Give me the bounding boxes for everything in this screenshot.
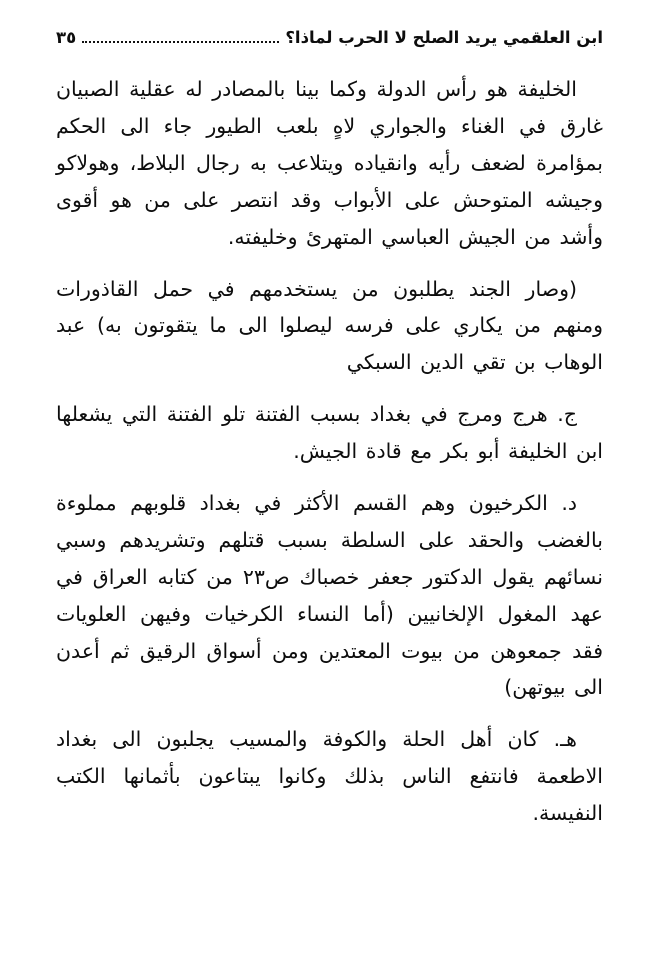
page-body bbox=[56, 71, 603, 832]
dotted-leader bbox=[82, 41, 279, 43]
paragraph-4: د. الكرخيون وهم القسم الأكثر في بغداد قلوبهم مملوءة بالغضب والحقد على السلطة بسبب قتلهم وتشريدهم وسبي نسائهم يقول الدكتور جعفر خصباك ص٢٣ من كتابه العراق في عهد المغول الإلخانيين (أما النساء الكرخيات وفيهن العلويات فقد جمعوهن من بيوت المعتدين ومن أسواق الرقيق ثم أعدن الى بيوتهن) bbox=[56, 491, 604, 700]
paragraph-3: ج. هرج ومرج في بغداد بسبب الفتنة تلو الفتنة التي يشعلها ابن الخليفة أبو بكر مع قادة الجيش. bbox=[56, 402, 603, 464]
page-number: ٣٥ bbox=[56, 28, 77, 47]
page-header bbox=[56, 26, 603, 49]
paragraph-5: هـ. كان أهل الحلة والكوفة والمسيب يجلبون الى بغداد الاطعمة فانتفع الناس بذلك وكانوا يبتاعون بأثمانها الكتب النفيسة. bbox=[56, 727, 603, 826]
paragraph-1: الخليفة هو رأس الدولة وكما بينا بالمصادر له عقلية الصبيان غارق في الغناء والجواري لاهٍ بلعب الطيور جاء الى الحكم بمؤامرة لضعف رأيه وانقياده ويتلاعب به رجال البلاط، وهولاكو وجيشه المتوحش على الأبواب وقد انتصر على من هو أقوى وأشد من الجيش العباسي المتهرئ وخليفته. bbox=[56, 77, 603, 249]
paragraph-2: (وصار الجند يطلبون من يستخدمهم في حمل القاذورات ومنهم من يكاري على فرسه ليصلوا الى ما يتقوتون به) عبد الوهاب بن تقي الدين السبكي bbox=[56, 276, 603, 375]
chapter-title: ابن العلقمي يريد الصلح لا الحرب لماذا؟ bbox=[285, 28, 603, 47]
